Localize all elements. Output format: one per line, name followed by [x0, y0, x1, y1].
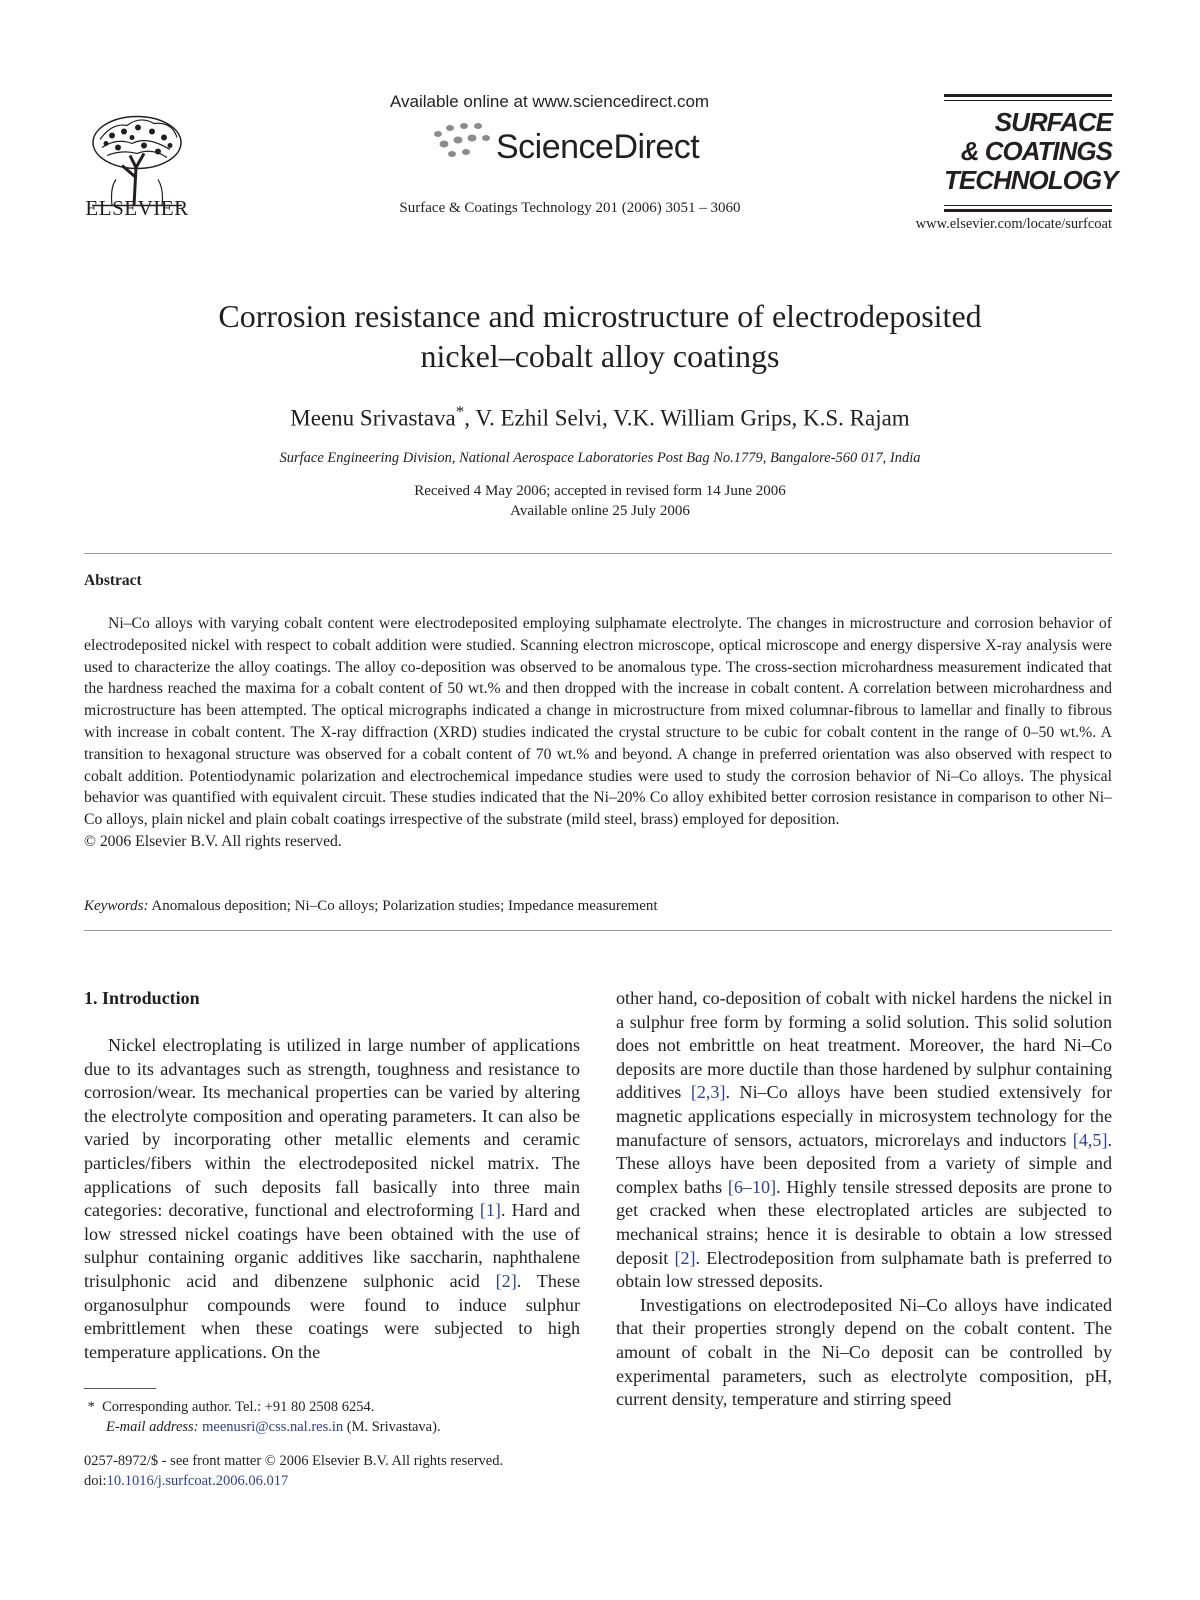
abstract-text: Ni–Co alloys with varying cobalt content were electrodeposited employing sulphamate electrolyte. The changes in microstructure and corrosion behavior of electrodeposited nickel with respect to cobalt addition were studied. Scanning electron microscope, optical microscope and energy dispersive X-ray analysis were used to characterize the alloy coatings. The alloy co-deposition was observed to be anomalous type. The cross-section microhardness measurement indicated that the hardness reached the maxima for a cobalt content of 50 wt.% and then dropped with the increase in cobalt content. A correlation between microhardness and microstructure has been attempted. The optical micrographs indicated a change in microstructure from mixed columnar-fibrous to lamellar and finally to fibrous with increase in cobalt content. The X-ray diffraction (XRD) studies indicated the crystal structure to be cubic for cobalt content in the range of 0–50 wt.%. A transition to hexagonal structure was observed for a cobalt content of 70 wt.% and beyond. A change in preferred orientation was also observed with respect to cobalt addition. Potentiodynamic polarization and electrochemical impedance studies were used to study the corrosion behavior of Ni–Co alloys. The physical behavior was quantified with equivalent circuit. These studies indicated that the Ni–20% Co alloy exhibited better corrosion resistance in comparison to other Ni–Co alloys, plain nickel and plain cobalt coatings irrespective of the substrate (mild steel, brass) employed for deposition. — [84, 615, 1112, 829]
abstract-copyright: © 2006 Elsevier B.V. All rights reserved. — [84, 832, 342, 850]
journal-logo-text — [944, 107, 1118, 195]
sciencedirect-logo-text: ScienceDirect — [496, 128, 700, 166]
reference-link[interactable]: [1] — [479, 1200, 501, 1221]
corresponding-mark[interactable]: * — [455, 402, 465, 421]
other-authors: , V. Ezhil Selvi, V.K. William Grips, K.S. Rajam — [464, 405, 910, 431]
corresponding-note: * Corresponding author. Tel.: +91 80 2508 6254. — [87, 1399, 375, 1415]
reference-link[interactable]: [2,3] — [690, 1082, 726, 1103]
footnote-rule — [84, 1388, 156, 1389]
sciencedirect-dots-icon — [430, 120, 500, 165]
journal-logo-line2: & COATINGS — [960, 136, 1112, 166]
reference-link[interactable]: [6–10] — [727, 1176, 777, 1197]
article-dates — [150, 481, 1050, 521]
section-heading: 1. Introduction — [84, 988, 200, 1008]
doi-line: doi:10.1016/j.surfcoat.2006.06.017 — [84, 1473, 289, 1489]
author-list — [150, 402, 1050, 432]
divider-bottom — [84, 930, 1112, 931]
available-online-text: Available online at www.sciencedirect.com — [390, 92, 710, 111]
email-note: E-mail address: meenusri@css.nal.res.in (M. Srivastava). — [106, 1419, 441, 1435]
received-date: Received 4 May 2006; accepted in revised form 14 June 2006 — [414, 483, 786, 499]
journal-url[interactable]: www.elsevier.com/locate/surfcoat — [915, 216, 1112, 232]
keywords — [84, 898, 1112, 915]
title-line1: Corrosion resistance and microstructure of electrodeposited — [218, 298, 982, 334]
intro-paragraph-2: Investigations on electrodeposited Ni–Co alloys have indicated that their properties strongly depend on the cobalt content. The amount of cobalt in the Ni–Co deposit can be controlled by experimental parameters, such as electrolyte composition, pH, current density, temperature and stirring speed — [616, 1294, 1112, 1410]
divider-top — [84, 553, 1112, 554]
abstract-body — [84, 613, 1112, 853]
email-link[interactable]: meenusri@css.nal.res.in — [202, 1419, 344, 1435]
publisher-name: ELSEVIER — [85, 196, 189, 220]
reference-link[interactable]: [2] — [674, 1247, 696, 1268]
front-matter — [84, 1451, 604, 1491]
logo-rule-top — [944, 94, 1112, 97]
intro-paragraph-1-cont: other hand, co-deposition of cobalt with nickel hardens the nickel in a sulphur free form by forming a solid solution. This solid solution does not embrittle on heat treatment. Moreover, the hard Ni–Co deposits are more ductile than those hardened by sulphur containing additives [2,3]. Ni–Co alloys have been studied extensively for magnetic applications especially in microsystem technology for the manufacture of sensors, actuators, microrelays and inductors [4,5]. These alloys have been deposited from a variety of simple and complex baths [6–10]. Highly tensile stressed deposits are prone to get cracked when these electroplated articles are subjected to mechanical strains; hence it is desirable to obtain a low stressed deposit [2]. Electrodeposition from sulphamate bath is preferred to obtain low stressed deposits. — [616, 988, 1112, 1292]
title-line2: nickel–cobalt alloy coatings — [420, 338, 780, 374]
left-column — [84, 1034, 580, 1364]
paper-title — [150, 296, 1050, 376]
keywords-label: Keywords: — [84, 898, 149, 914]
journal-logo-line3: TECHNOLOGY — [944, 165, 1118, 195]
abstract-heading: Abstract — [84, 572, 142, 589]
issn-copyright: 0257-8972/$ - see front matter © 2006 Elsevier B.V. All rights reserved. — [84, 1453, 504, 1469]
intro-paragraph-1: Nickel electroplating is utilized in large number of applications due to its advantages such as strength, toughness and resistance to corrosion/wear. Its mechanical properties can be varied by altering the electrolyte composition and operating parameters. It can also be varied by incorporating other metallic elements and ceramic particles/fibers within the electrodeposited nickel matrix. The applications of such deposits fall basically into three main categories: decorative, functional and electroforming [1]. Hard and low stressed nickel coatings have been obtained with the use of sulphur containing organic additives like saccharin, naphthalene trisulphonic acid and dibenzene sulphonic acid [2]. These organosulphur compounds were found to induce sulphur embrittlement when these coatings were subjected to high temperature applications. On the — [84, 1035, 580, 1362]
reference-link[interactable]: [4,5] — [1072, 1129, 1108, 1150]
logo-rule-bottom-thin — [944, 205, 1112, 206]
logo-rule-bottom — [944, 209, 1112, 212]
journal-logo — [944, 94, 1118, 212]
keywords-list: Anomalous deposition; Ni–Co alloys; Polarization studies; Impedance measurement — [151, 898, 658, 914]
journal-citation: Surface & Coatings Technology 201 (2006) 3051 – 3060 — [399, 200, 741, 216]
right-column — [616, 987, 1112, 1412]
affiliation: Surface Engineering Division, National Aerospace Laboratories Post Bag No.1779, Bangalore-560 017, India — [279, 450, 921, 466]
journal-logo-line1: SURFACE — [994, 107, 1112, 137]
doi-link[interactable]: 10.1016/j.surfcoat.2006.06.017 — [106, 1473, 289, 1489]
footnote — [84, 1397, 584, 1437]
reference-link[interactable]: [2] — [495, 1270, 517, 1291]
logo-rule-top-thin — [944, 100, 1112, 101]
corresponding-author: Meenu Srivastava — [290, 405, 456, 431]
online-date: Available online 25 July 2006 — [510, 503, 690, 519]
